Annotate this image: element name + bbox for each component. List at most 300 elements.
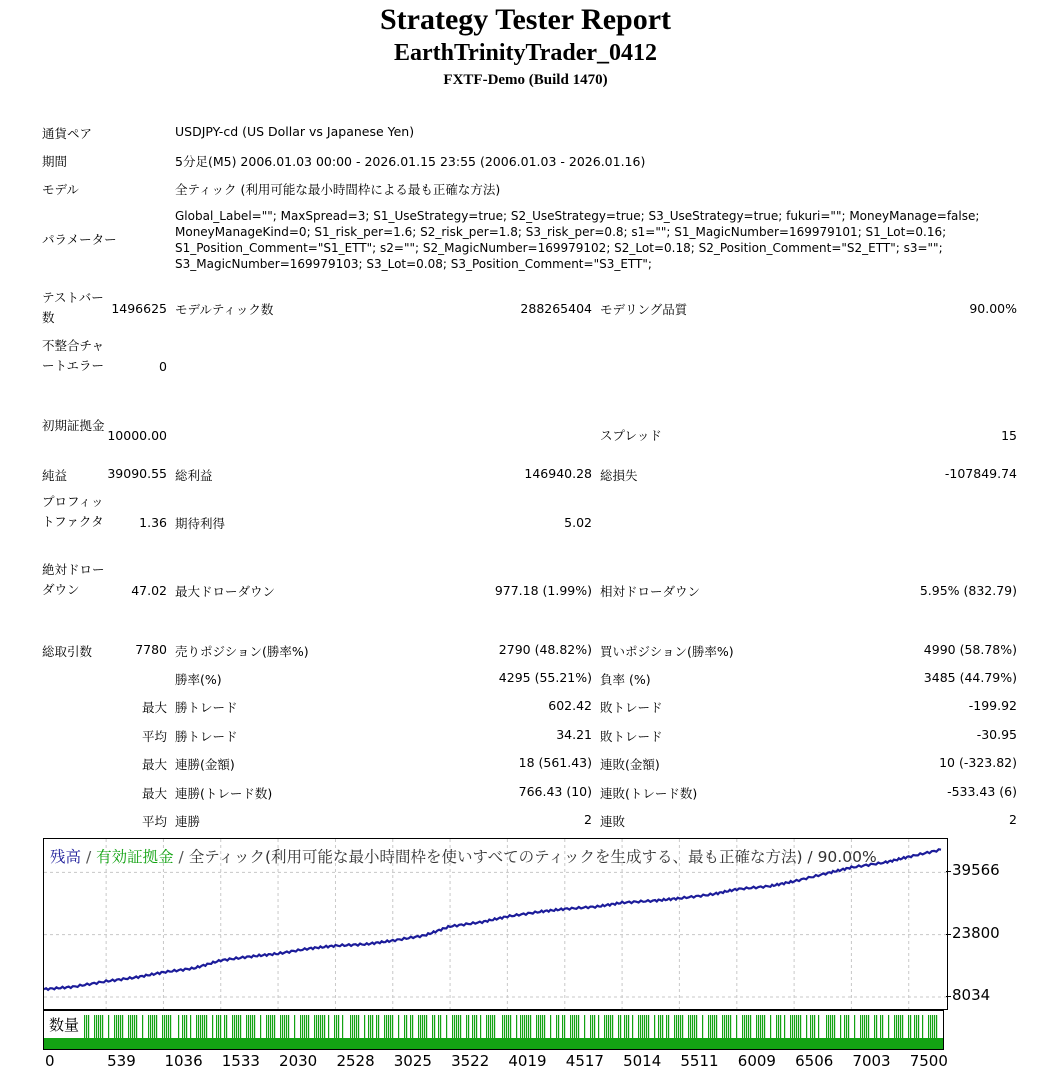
- volume-bar: [324, 1015, 325, 1039]
- max-loss-trade-value: -199.92: [968, 698, 1017, 713]
- consec-win-money-label: 連勝(金額): [175, 757, 235, 772]
- model-label: モデル: [42, 182, 79, 197]
- volume-bar: [404, 1015, 405, 1039]
- volume-bar: [426, 1015, 427, 1039]
- volume-bar: [120, 1015, 121, 1039]
- volume-bar: [562, 1015, 563, 1039]
- volume-bar: [934, 1015, 935, 1039]
- volume-bar: [776, 1015, 777, 1039]
- x-tick-label: 4517: [565, 1052, 604, 1070]
- volume-bar: [118, 1015, 119, 1039]
- volume-bar: [646, 1015, 647, 1039]
- volume-bar: [908, 1015, 909, 1039]
- long-value: 4990 (58.78%): [923, 642, 1017, 657]
- volume-bar: [474, 1015, 475, 1039]
- volume-bar: [472, 1015, 473, 1039]
- y-tick-label: 39566: [952, 861, 1000, 880]
- volume-bar: [638, 1015, 639, 1039]
- volume-bar: [728, 1015, 729, 1039]
- volume-bar: [800, 1015, 801, 1039]
- volume-bar: [556, 1015, 557, 1039]
- volume-bar: [874, 1015, 875, 1039]
- volume-bar: [240, 1015, 241, 1039]
- volume-bar: [538, 1015, 539, 1039]
- volume-bar: [342, 1015, 343, 1039]
- volume-bar: [252, 1015, 253, 1039]
- spread-value: 15: [1001, 428, 1017, 443]
- period-value: 5分足(M5) 2006.01.03 00:00 - 2026.01.15 23:55 (2006.01.03 - 2026.01.16): [175, 154, 646, 169]
- volume-bar: [868, 1015, 869, 1039]
- volume-bar: [798, 1015, 799, 1039]
- volume-bar: [206, 1015, 207, 1039]
- y-tick-mark: [946, 871, 951, 872]
- volume-bar: [618, 1015, 619, 1039]
- volume-bar: [250, 1015, 251, 1039]
- volume-bar: [922, 1015, 923, 1039]
- legend-desc: 全ティック(利用可能な最小時間枠を使いすべてのティックを生成する、最も正確な方法) / 90.00%: [188, 848, 877, 866]
- volume-bar: [354, 1015, 355, 1039]
- volume-bar: [182, 1015, 183, 1039]
- volume-bar: [896, 1015, 897, 1039]
- volume-bar: [480, 1015, 481, 1039]
- volume-bar: [202, 1015, 203, 1039]
- volume-bar: [806, 1015, 807, 1039]
- rel-dd-value: 5.95% (832.79): [919, 583, 1017, 598]
- volume-bar: [412, 1015, 413, 1039]
- volume-bar: [812, 1015, 813, 1039]
- volume-bar: [418, 1015, 419, 1039]
- volume-bar: [818, 1015, 819, 1039]
- y-tick-mark: [946, 934, 951, 935]
- volume-bar: [780, 1015, 781, 1039]
- volume-bar: [226, 1015, 227, 1039]
- volume-bar: [902, 1015, 903, 1039]
- period-label: 期間: [42, 154, 68, 169]
- gross-loss-label: 総損失: [600, 468, 638, 483]
- volume-bar: [778, 1015, 779, 1039]
- y-tick-label: 23800: [952, 923, 1000, 942]
- volume-bar: [466, 1015, 467, 1039]
- volume-bar: [246, 1015, 247, 1039]
- volume-bar: [204, 1015, 205, 1039]
- test-bars-label: テストバー数: [42, 290, 104, 325]
- volume-bar: [364, 1015, 365, 1039]
- max-prefix: 最大: [141, 757, 167, 772]
- volume-bar: [724, 1015, 725, 1039]
- volume-bar: [154, 1015, 155, 1039]
- consec-win-money-value: 18 (561.43): [518, 755, 592, 770]
- volume-bar: [524, 1015, 525, 1039]
- volume-bar: [128, 1015, 129, 1039]
- volume-bar: [736, 1015, 737, 1039]
- volume-bar: [866, 1015, 867, 1039]
- volume-bar: [372, 1015, 373, 1039]
- initial-deposit-label: 初期証拠金: [42, 418, 105, 433]
- x-tick-label: 5511: [680, 1052, 719, 1070]
- volume-bar: [452, 1015, 453, 1039]
- long-label: 買いポジション(勝率%): [600, 644, 734, 659]
- volume-bar: [220, 1015, 221, 1039]
- volume-bar: [446, 1015, 447, 1039]
- volume-bar: [114, 1015, 115, 1039]
- volume-bar: [94, 1015, 95, 1039]
- volume-bar: [456, 1015, 457, 1039]
- volume-bar: [356, 1015, 357, 1039]
- volume-bar: [302, 1015, 303, 1039]
- volume-bar: [730, 1015, 731, 1039]
- volume-bar: [928, 1015, 929, 1039]
- volume-bar: [294, 1015, 295, 1039]
- volume-bar: [334, 1015, 335, 1039]
- volume-bar: [352, 1015, 353, 1039]
- volume-bar: [606, 1015, 607, 1039]
- volume-bar: [388, 1015, 389, 1039]
- volume-bar: [190, 1015, 191, 1039]
- volume-bar: [488, 1015, 489, 1039]
- volume-bar: [758, 1015, 759, 1039]
- volume-bar: [604, 1015, 605, 1039]
- y-tick-label: 8034: [952, 986, 991, 1004]
- gross-loss-value: -107849.74: [944, 466, 1017, 481]
- volume-bar: [574, 1015, 575, 1039]
- volume-bar: [490, 1015, 491, 1039]
- volume-bar: [98, 1015, 99, 1039]
- volume-bar: [666, 1015, 667, 1039]
- volume-bar: [764, 1015, 765, 1039]
- volume-bar: [424, 1015, 425, 1039]
- volume-bar: [832, 1015, 833, 1039]
- volume-bar: [888, 1015, 889, 1039]
- volume-bar: [508, 1015, 509, 1039]
- volume-bar: [692, 1015, 693, 1039]
- volume-bar: [384, 1015, 385, 1039]
- volume-bar: [640, 1015, 641, 1039]
- volume-bar: [486, 1015, 487, 1039]
- volume-bar: [288, 1015, 289, 1039]
- total-trades-label: 総取引数: [42, 644, 93, 659]
- win-trade-label: 勝トレード: [175, 700, 238, 715]
- volume-bar: [530, 1015, 531, 1039]
- balance-series-line: [44, 849, 941, 990]
- volume-bar: [572, 1015, 573, 1039]
- abs-dd-value: 47.02: [131, 583, 167, 598]
- volume-bar: [584, 1015, 585, 1039]
- volume-base: [44, 1038, 943, 1049]
- volume-chart-svg: [44, 1011, 943, 1049]
- volume-bar: [260, 1015, 261, 1039]
- volume-bar: [212, 1015, 213, 1039]
- spread-label: スプレッド: [600, 428, 662, 443]
- max-prefix: 最大: [141, 700, 167, 715]
- model-ticks-label: モデルティック数: [175, 302, 274, 317]
- volume-bar: [130, 1015, 131, 1039]
- volume-bar: [916, 1015, 917, 1039]
- volume-bar: [422, 1015, 423, 1039]
- win-rate-label: 勝率(%): [175, 672, 222, 687]
- volume-bar: [300, 1015, 301, 1039]
- volume-bar: [142, 1015, 143, 1039]
- volume-bar: [162, 1015, 163, 1039]
- volume-bar: [134, 1015, 135, 1039]
- volume-bar: [696, 1015, 697, 1039]
- volume-bar: [900, 1015, 901, 1039]
- volume-bar: [390, 1015, 391, 1039]
- volume-bar: [578, 1015, 579, 1039]
- modeling-quality-label: モデリング品質: [600, 302, 688, 317]
- volume-bar: [86, 1015, 87, 1039]
- volume-bar: [914, 1015, 915, 1039]
- volume-bar: [218, 1015, 219, 1039]
- volume-bar: [784, 1015, 785, 1039]
- volume-bar: [570, 1015, 571, 1039]
- volume-bar: [694, 1015, 695, 1039]
- volume-bar: [152, 1015, 153, 1039]
- x-tick-label: 1533: [221, 1052, 260, 1070]
- volume-bar: [322, 1015, 323, 1039]
- report-title: Strategy Tester Report: [379, 3, 672, 36]
- max-dd-label: 最大ドローダウン: [175, 584, 276, 599]
- volume-bar: [476, 1015, 477, 1039]
- volume-bar: [286, 1015, 287, 1039]
- volume-bar: [284, 1015, 285, 1039]
- volume-bar: [304, 1015, 305, 1039]
- volume-bar: [610, 1015, 611, 1039]
- volume-bar: [186, 1015, 187, 1039]
- loss-trade-label: 敗トレード: [600, 729, 663, 744]
- volume-bar: [122, 1015, 123, 1039]
- legend-equity: 有効証拠金: [96, 848, 174, 866]
- volume-bar: [282, 1015, 283, 1039]
- volume-bar: [848, 1015, 849, 1039]
- volume-bar: [682, 1015, 683, 1039]
- volume-bar: [502, 1015, 503, 1039]
- volume-bar: [590, 1015, 591, 1039]
- short-label: 売りポジション(勝率%): [175, 644, 309, 659]
- volume-bar: [84, 1015, 85, 1039]
- volume-bar: [280, 1015, 281, 1039]
- volume-bar: [790, 1015, 791, 1039]
- volume-bar: [930, 1015, 931, 1039]
- mismatch-label: 不整合チャートエラー: [42, 338, 105, 373]
- avg-prefix: 平均: [141, 729, 167, 744]
- volume-bar: [762, 1015, 763, 1039]
- x-tick-label: 3025: [393, 1052, 432, 1070]
- volume-bar: [910, 1015, 911, 1039]
- volume-bar: [894, 1015, 895, 1039]
- volume-bar: [232, 1015, 233, 1039]
- volume-bar: [810, 1015, 811, 1039]
- volume-bar: [386, 1015, 387, 1039]
- volume-bar: [564, 1015, 565, 1039]
- volume-bar: [708, 1015, 709, 1039]
- volume-bar: [440, 1015, 441, 1039]
- volume-bar: [238, 1015, 239, 1039]
- loss-rate-label: 負率 (%): [600, 672, 651, 687]
- modeling-quality-value: 90.00%: [969, 301, 1017, 316]
- avg-consec-win-value: 2: [584, 812, 592, 827]
- expected-payoff-label: 期待利得: [175, 516, 226, 531]
- volume-bar: [88, 1015, 89, 1039]
- volume-bar: [536, 1015, 537, 1039]
- volume-bar: [898, 1015, 899, 1039]
- pair-value: USDJPY-cd (US Dollar vs Japanese Yen): [175, 124, 415, 139]
- volume-bar: [458, 1015, 459, 1039]
- test-bars-value: 1496625: [111, 301, 167, 316]
- volume-bar: [516, 1015, 517, 1039]
- volume-bar: [376, 1015, 377, 1039]
- volume-bar: [756, 1015, 757, 1039]
- volume-bar: [116, 1015, 117, 1039]
- win-rate-value: 4295 (55.21%): [498, 670, 592, 685]
- volume-bar: [714, 1015, 715, 1039]
- ea-name: EarthTrinityTrader_0412: [393, 40, 658, 66]
- consec-win-trades-value: 766.43 (10): [518, 784, 592, 799]
- volume-bar: [132, 1015, 133, 1039]
- volume-bar: [398, 1015, 399, 1039]
- x-tick-label: 2528: [336, 1052, 375, 1070]
- y-tick-mark: [946, 996, 951, 997]
- volume-bar: [528, 1015, 529, 1039]
- legend-sep: /: [173, 848, 189, 866]
- x-tick-label: 6506: [795, 1052, 834, 1070]
- volume-bar: [592, 1015, 593, 1039]
- volume-bar: [196, 1015, 197, 1039]
- server-build: FXTF-Demo (Build 1470): [443, 72, 608, 88]
- chart-legend: [50, 845, 877, 867]
- initial-deposit-value: 10000.00: [107, 428, 167, 443]
- volume-bar: [936, 1015, 937, 1039]
- volume-label: 数量: [49, 1016, 80, 1034]
- volume-bar: [234, 1015, 235, 1039]
- volume-bar: [688, 1015, 689, 1039]
- legend-sep: /: [81, 848, 97, 866]
- volume-bar: [156, 1015, 157, 1039]
- profit-factor-label: プロフィットファクタ: [42, 494, 104, 529]
- volume-bar: [660, 1015, 661, 1039]
- volume-bar: [368, 1015, 369, 1039]
- total-trades-value: 7780: [135, 642, 167, 657]
- volume-bar: [796, 1015, 797, 1039]
- volume-bar: [854, 1015, 855, 1039]
- volume-bar: [642, 1015, 643, 1039]
- max-dd-value: 977.18 (1.99%): [494, 583, 592, 598]
- volume-bar: [814, 1015, 815, 1039]
- volume-bar: [828, 1015, 829, 1039]
- volume-bar: [136, 1015, 137, 1039]
- volume-bar: [648, 1015, 649, 1039]
- volume-bar: [316, 1015, 317, 1039]
- volume-bar: [558, 1015, 559, 1039]
- win-trade-label: 勝トレード: [175, 729, 238, 744]
- volume-bar: [722, 1015, 723, 1039]
- volume-bar: [248, 1015, 249, 1039]
- x-tick-label: 7003: [852, 1052, 891, 1070]
- volume-bar: [270, 1015, 271, 1039]
- max-win-trade-value: 602.42: [548, 698, 592, 713]
- volume-bar: [678, 1015, 679, 1039]
- x-tick-label: 6009: [737, 1052, 776, 1070]
- volume-bar: [274, 1015, 275, 1039]
- volume-bar: [148, 1015, 149, 1039]
- volume-bar: [846, 1015, 847, 1039]
- volume-bar: [410, 1015, 411, 1039]
- volume-bar: [746, 1015, 747, 1039]
- max-prefix: 最大: [141, 786, 167, 801]
- x-tick-label: 1036: [164, 1052, 203, 1070]
- volume-bar: [510, 1015, 511, 1039]
- avg-consec-loss-value: 2: [1009, 812, 1017, 827]
- gross-profit-value: 146940.28: [524, 466, 592, 481]
- avg-consec-loss-label: 連敗: [600, 814, 626, 829]
- loss-rate-value: 3485 (44.79%): [923, 670, 1017, 685]
- volume-bar: [876, 1015, 877, 1039]
- volume-bar: [844, 1015, 845, 1039]
- expected-payoff-value: 5.02: [564, 515, 592, 530]
- volume-bar: [432, 1015, 433, 1039]
- volume-bar: [420, 1015, 421, 1039]
- net-profit-label: 純益: [42, 468, 68, 483]
- volume-bar: [674, 1015, 675, 1039]
- consec-win-trades-label: 連勝(トレード数): [175, 786, 273, 801]
- x-tick-label: 3522: [451, 1052, 490, 1070]
- x-tick-label: 0: [45, 1052, 55, 1070]
- mismatch-value: 0: [159, 359, 167, 374]
- volume-bar: [862, 1015, 863, 1039]
- volume-bar: [624, 1015, 625, 1039]
- volume-bar: [668, 1015, 669, 1039]
- volume-bar: [690, 1015, 691, 1039]
- volume-bar: [184, 1015, 185, 1039]
- volume-bar: [406, 1015, 407, 1039]
- volume-bar: [726, 1015, 727, 1039]
- volume-bar: [880, 1015, 881, 1039]
- volume-bar: [750, 1015, 751, 1039]
- volume-bar: [370, 1015, 371, 1039]
- volume-bar: [608, 1015, 609, 1039]
- volume-bar: [166, 1015, 167, 1039]
- net-profit-value: 39090.55: [107, 466, 167, 481]
- volume-bar: [840, 1015, 841, 1039]
- avg-prefix: 平均: [141, 814, 167, 829]
- volume-bar: [770, 1015, 771, 1039]
- x-tick-label: 539: [107, 1052, 136, 1070]
- volume-bar: [794, 1015, 795, 1039]
- volume-bar: [834, 1015, 835, 1039]
- volume-bar: [542, 1015, 543, 1039]
- volume-bar: [644, 1015, 645, 1039]
- profit-factor-value: 1.36: [139, 515, 167, 530]
- volume-bar: [662, 1015, 663, 1039]
- volume-bar: [216, 1015, 217, 1039]
- volume-bar: [492, 1015, 493, 1039]
- consec-loss-trades-value: -533.43 (6): [947, 784, 1017, 799]
- volume-bar: [598, 1015, 599, 1039]
- volume-bar: [168, 1015, 169, 1039]
- volume-bar: [438, 1015, 439, 1039]
- volume-bar: [102, 1015, 103, 1039]
- volume-bar: [350, 1015, 351, 1039]
- x-tick-label: 5014: [623, 1052, 662, 1070]
- volume-bar: [632, 1015, 633, 1039]
- x-tick-label: 7500: [909, 1052, 948, 1070]
- volume-bar: [544, 1015, 545, 1039]
- volume-bar: [594, 1015, 595, 1039]
- volume-bar: [658, 1015, 659, 1039]
- volume-bar: [576, 1015, 577, 1039]
- volume-bar: [522, 1015, 523, 1039]
- volume-bar: [314, 1015, 315, 1039]
- volume-bar: [178, 1015, 179, 1039]
